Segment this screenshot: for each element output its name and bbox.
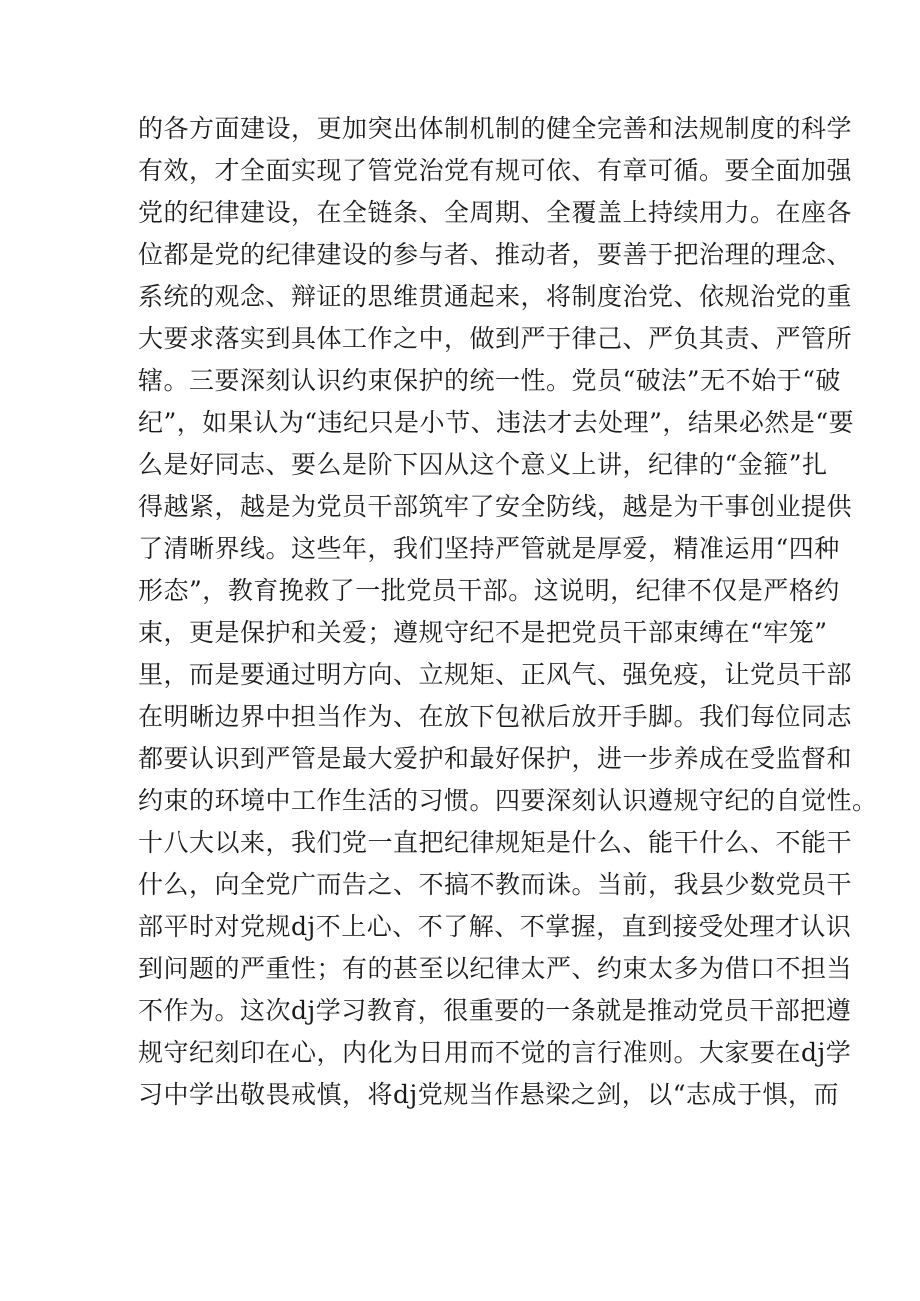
text-line: 位都是党的纪律建设的参与者、推动者，要善于把治理的理念、 bbox=[138, 240, 853, 269]
text-line: 束，更是保护和关爱；遵规守纪不是把党员干部束缚在“牢笼” bbox=[138, 618, 828, 647]
text-line: 形态”，教育挽救了一批党员干部。这说明，纪律不仅是严格约 bbox=[138, 576, 840, 605]
text-line: 党的纪律建设，在全链条、全周期、全覆盖上持续用力。在座各 bbox=[138, 198, 853, 227]
document-body bbox=[138, 108, 878, 1116]
text-line: 的各方面建设，更加突出体制机制的健全完善和法规制度的科学 bbox=[138, 114, 853, 143]
text-line: 纪”，如果认为“违纪只是小节、违法才去处理”，结果必然是“要 bbox=[138, 408, 855, 437]
text-line: 有效，才全面实现了管党治党有规可依、有章可循。要全面加强 bbox=[138, 156, 853, 185]
text-line: 部平时对党规dj不上心、不了解、不掌握，直到接受处理才认识 bbox=[138, 912, 852, 941]
text-line: 大要求落实到具体工作之中，做到严于律己、严负其责、严管所 bbox=[138, 324, 853, 353]
text-line: 么是好同志、要么是阶下囚从这个意义上讲，纪律的“金箍”扎 bbox=[138, 450, 828, 479]
text-line: 什么，向全党广而告之、不搞不教而诛。当前，我县少数党员干 bbox=[138, 870, 853, 899]
text-line: 辖。三要深刻认识约束保护的统一性。党员“破法”无不始于“破 bbox=[138, 366, 841, 395]
text-line: 习中学出敬畏戒慎，将dj党规当作悬梁之剑，以“志成于惧，而 bbox=[138, 1080, 840, 1109]
text-line: 规守纪刻印在心，内化为日用而不觉的言行准则。大家要在dj学 bbox=[138, 1038, 852, 1067]
text-line: 到问题的严重性；有的甚至以纪律太严、约束太多为借口不担当 bbox=[138, 954, 853, 983]
text-line: 不作为。这次dj学习教育，很重要的一条就是推动党员干部把遵 bbox=[138, 996, 852, 1025]
text-line: 得越紧，越是为党员干部筑牢了安全防线，越是为干事创业提供 bbox=[138, 492, 853, 521]
text-line: 十八大以来，我们党一直把纪律规矩是什么、能干什么、不能干 bbox=[138, 828, 853, 857]
text-line: 都要认识到严管是最大爱护和最好保护，进一步养成在受监督和 bbox=[138, 744, 853, 773]
text-line: 约束的环境中工作生活的习惯。四要深刻认识遵规守纪的自觉性。 bbox=[138, 786, 878, 815]
text-line: 在明晰边界中担当作为、在放下包袱后放开手脚。我们每位同志 bbox=[138, 702, 853, 731]
text-line: 了清晰界线。这些年，我们坚持严管就是厚爱，精准运用“四种 bbox=[138, 534, 840, 563]
text-line: 系统的观念、辩证的思维贯通起来，将制度治党、依规治党的重 bbox=[138, 282, 853, 311]
text-line: 里，而是要通过明方向、立规矩、正风气、强免疫，让党员干部 bbox=[138, 660, 853, 689]
